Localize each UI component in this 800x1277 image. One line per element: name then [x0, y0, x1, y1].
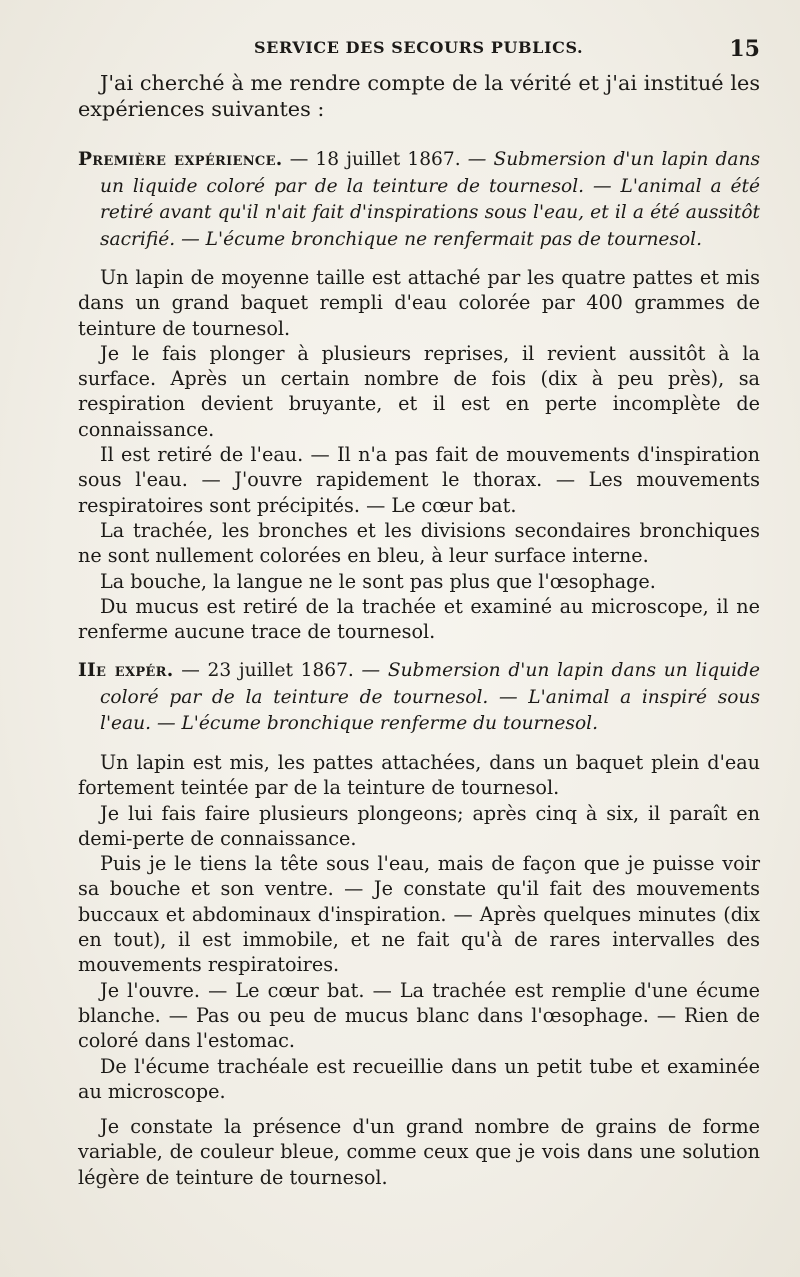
running-title: SERVICE DES SECOURS PUBLICS.: [254, 38, 584, 57]
experiment-1-paragraph: Du mucus est retiré de la trachée et examiné au microscope, il ne renferme aucune trace de tournesol.: [78, 594, 760, 644]
paragraph-gap: [78, 1104, 760, 1114]
experiment-1-paragraph: Un lapin de moyenne taille est attaché par les quatre pattes et mis dans un grand baquet rempli d'eau colorée par 400 grammes de teinture de tournesol.: [78, 266, 760, 340]
experiment-2-paragraph: Je constate la présence d'un grand nombre de grains de forme variable, de couleur bleue, comme ceux que je vois dans une solution légère de teinture de tournesol.: [78, 1115, 760, 1189]
experiment-1-date: 18 juillet 1867.: [315, 149, 461, 170]
experiment-2-heading-text: [78, 658, 760, 738]
experiment-1-paragraph: Il est retiré de l'eau. — Il n'a pas fait de mouvements d'inspiration sous l'eau. — J'ouvre rapidement le thorax. — Les mouvements respiratoires sont précipités. — Le cœur bat.: [78, 443, 760, 517]
running-head: [78, 30, 760, 64]
experiment-1-title: — Submersion d'un lapin dans un liquide coloré par de la teinture de tournesol. — L'animal a été retiré avant qu'il n'ait fait d'inspirations sous l'eau, et il a été aussitôt sacrifié. — L'écume bronchique ne renfermait pas de tournesol.: [100, 149, 760, 250]
experiment-1-paragraph: La trachée, les bronches et les divisions secondaires bronchiques ne sont nullement colorées en bleu, à leur surface interne.: [78, 518, 760, 568]
experiment-2-paragraph: Je lui fais faire plusieurs plongeons; après cinq à six, il paraît en demi-perte de connaissance.: [78, 801, 760, 850]
experiment-2-date: 23 juillet 1867.: [207, 660, 354, 682]
experiment-2-paragraph: Un lapin est mis, les pattes attachées, dans un baquet plein d'eau fortement teintée par de la teinture de tournesol.: [78, 750, 760, 800]
experiment-1-heading-text: [78, 147, 760, 253]
experiment-1-heading: [78, 147, 760, 253]
experiment-2-paragraph: Puis je le tiens la tête sous l'eau, mais de façon que je puisse voir sa bouche et son ventre. — Je constate qu'il fait des mouvements buccaux et abdominaux d'inspiration. — Après quelques minutes (dix en tout), il est immobile, et ne fait qu'à de rares intervalles des mouvements respiratoires.: [78, 852, 760, 977]
section-gap: [78, 644, 760, 658]
experiment-1-label: Première expérience.: [78, 149, 283, 170]
experiment-2-heading: [78, 658, 760, 738]
page-number: 15: [729, 36, 760, 62]
experiment-2-paragraph: Je l'ouvre. — Le cœur bat. — La trachée est remplie d'une écume blanche. — Pas ou peu de mucus blanc dans l'œsophage. — Rien de coloré dans l'estomac.: [78, 978, 760, 1053]
experiment-2-title: — Submersion d'un lapin dans un liquide coloré par de la teinture de tournesol. — L'animal a inspiré sous l'eau. — L'écume bronchique renferme du tournesol.: [100, 660, 761, 735]
experiment-2-label: IIe expér.: [78, 660, 174, 682]
experiment-2-dash: —: [173, 660, 208, 682]
intro-paragraph: J'ai cherché à me rendre compte de la vérité et j'ai institué les expériences suivantes :: [78, 71, 760, 121]
experiment-1-paragraph: Je le fais plonger à plusieurs reprises, il revient aussitôt à la surface. Après un certain nombre de fois (dix à peu près), sa respiration devient bruyante, et il est en perte incomplète de connaissance.: [78, 341, 760, 441]
experiment-1-paragraph: La bouche, la langue ne le sont pas plus que l'œsophage.: [100, 569, 656, 593]
experiment-1-dash: —: [282, 149, 316, 170]
experiment-2-paragraph: De l'écume trachéale est recueillie dans un petit tube et examinée au microscope.: [78, 1054, 760, 1103]
